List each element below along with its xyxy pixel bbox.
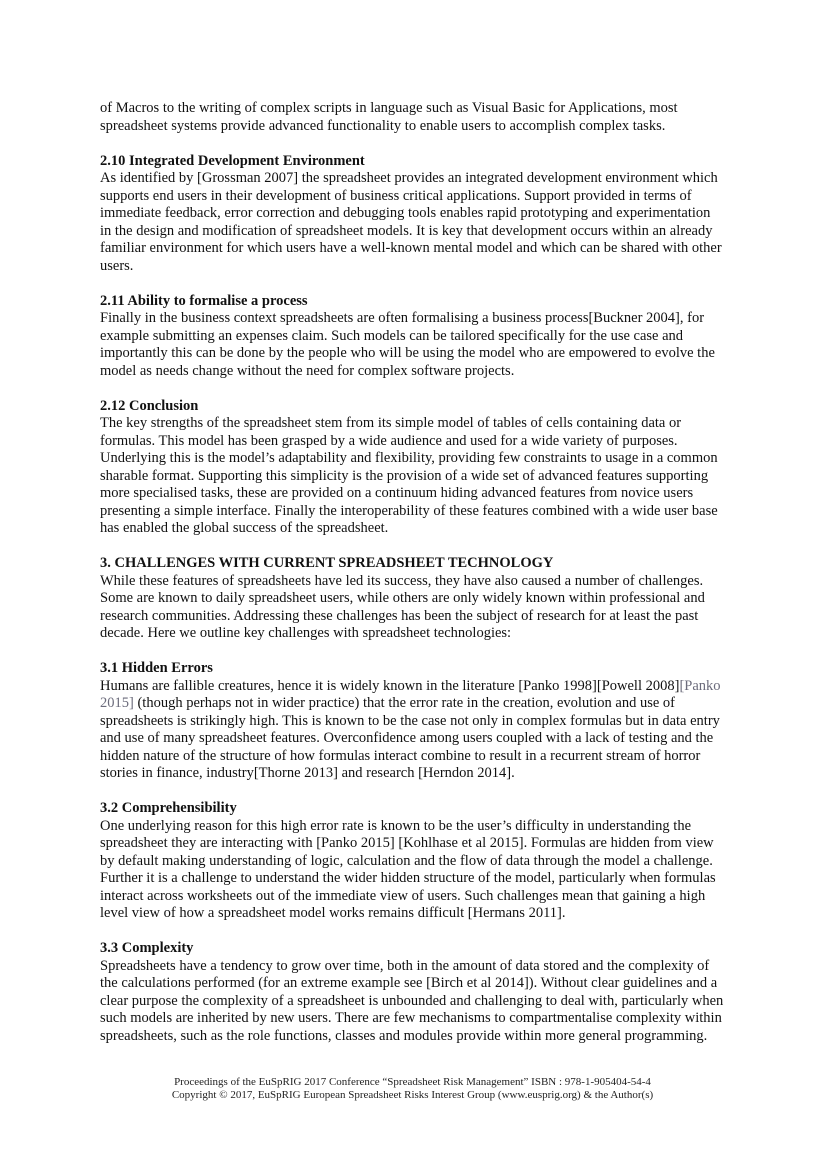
intro-paragraph: of Macros to the writing of complex scripts in language such as Visual Basic for Applications, most spreadsheet systems provide advanced functionality to enable users to accomplish complex tasks.: [100, 100, 678, 134]
section-body: [100, 678, 725, 783]
section-3-3: [100, 940, 725, 1045]
section-heading: 2.11 Ability to formalise a process: [100, 292, 308, 309]
citation-link: [Panko 2015]: [100, 677, 721, 711]
footer-copyright: Copyright © 2017, EuSpRIG European Spreadsheet Risks Interest Group (www.eusprig.org) & the Author(s): [171, 1089, 654, 1101]
page-footer: [100, 1076, 725, 1102]
section-3-1: [100, 660, 725, 783]
section-body: Finally in the business context spreadsheets are often formalising a business process[Buckner 2004], for example submitting an expenses claim. Such models can be tailored specifically for the use case and importantly this can be done by the people who will be using the model who are empowered to evolve the model as needs change without the need for complex software projects.: [100, 310, 715, 379]
footer-proceedings: Proceedings of the EuSpRIG 2017 Conference “Spreadsheet Risk Management” ISBN : 978-1-905404-54-4: [174, 1076, 651, 1088]
body-text: Humans are fallible creatures, hence it is widely known in the literature [Panko 1998][Powell 2008]: [100, 677, 680, 694]
section-body: One underlying reason for this high error rate is known to be the user’s difficulty in understanding the spreadsheet they are interacting with [Panko 2015] [Kohlhase et al 2015]. Formulas are hidden from view by default making understanding of logic, calculation and the flow of data through the model a challenge. Further it is a challenge to understand the wider hidden structure of the model, particularly when formulas interact across worksheets out of the immediate view of users. Such challenges mean that gaining a high level view of how a spreadsheet model works remains difficult [Hermans 2011].: [100, 817, 716, 921]
section-heading: 2.10 Integrated Development Environment: [100, 152, 365, 169]
section-body: While these features of spreadsheets have led its success, they have also caused a number of challenges. Some are known to daily spreadsheet users, while others are only widely known within professional and research communities. Addressing these challenges has been the subject of research for at least the past decade. Here we outline key challenges with spreadsheet technologies:: [100, 572, 705, 641]
section-2-10: [100, 153, 725, 276]
section-body: The key strengths of the spreadsheet stem from its simple model of tables of cells containing data or formulas. This model has been grasped by a wide audience and used for a wide variety of purposes. Underlying this is the model’s adaptability and flexibility, providing few constraints to usage in a common sharable format. Supporting this simplicity is the provision of a wide set of advanced features supporting more specialised tasks, these are provided on a continuum hiding advanced features from novice users presenting a simple interface. Finally the interoperability of these features combined with a wide user base has enabled the global success of the spreadsheet.: [100, 415, 718, 536]
body-text: (though perhaps not in wider practice) that the error rate in the creation, evolution and use of spreadsheets is strikingly high. This is known to be the case not only in complex formulas but in data entry and use of many spreadsheet features. Overconfidence among users coupled with a lack of testing and the hidden nature of the structure of how formulas interact combine to result in a recurrent stream of horror stories in finance, industry[Thorne 2013] and research [Herndon 2014].: [100, 695, 720, 781]
section-2-11: [100, 293, 725, 381]
section-body: As identified by [Grossman 2007] the spreadsheet provides an integrated development environment which supports end users in their development of business critical applications. Support provided in terms of immediate feedback, error correction and debugging tools enables rapid prototyping and experimentation in the design and modification of spreadsheet models. It is key that development occurs within an already familiar environment for which users have a well-known mental model and which can be shared with other users.: [100, 170, 722, 274]
section-2-12: [100, 398, 725, 538]
section-heading: 3.1 Hidden Errors: [100, 660, 213, 676]
section-3-2: [100, 800, 725, 923]
section-3: [100, 555, 725, 643]
section-body: Spreadsheets have a tendency to grow over time, both in the amount of data stored and the complexity of the calculations performed (for an extreme example see [Birch et al 2014]). Without clear guidelines and a clear purpose the complexity of a spreadsheet is unbounded and challenging to deal with, particularly when such models are inherited by new users. There are few mechanisms to compartmentalise complexity within spreadsheets, such as the role functions, classes and modules provide within more general programming.: [100, 957, 724, 1044]
section-heading: 3. CHALLENGES WITH CURRENT SPREADSHEET TECHNOLOGY: [100, 555, 554, 571]
paper-page: [100, 100, 725, 1045]
section-heading: 2.12 Conclusion: [100, 397, 199, 414]
section-heading: 3.2 Comprehensibility: [100, 800, 237, 816]
section-heading: 3.3 Complexity: [100, 940, 194, 956]
